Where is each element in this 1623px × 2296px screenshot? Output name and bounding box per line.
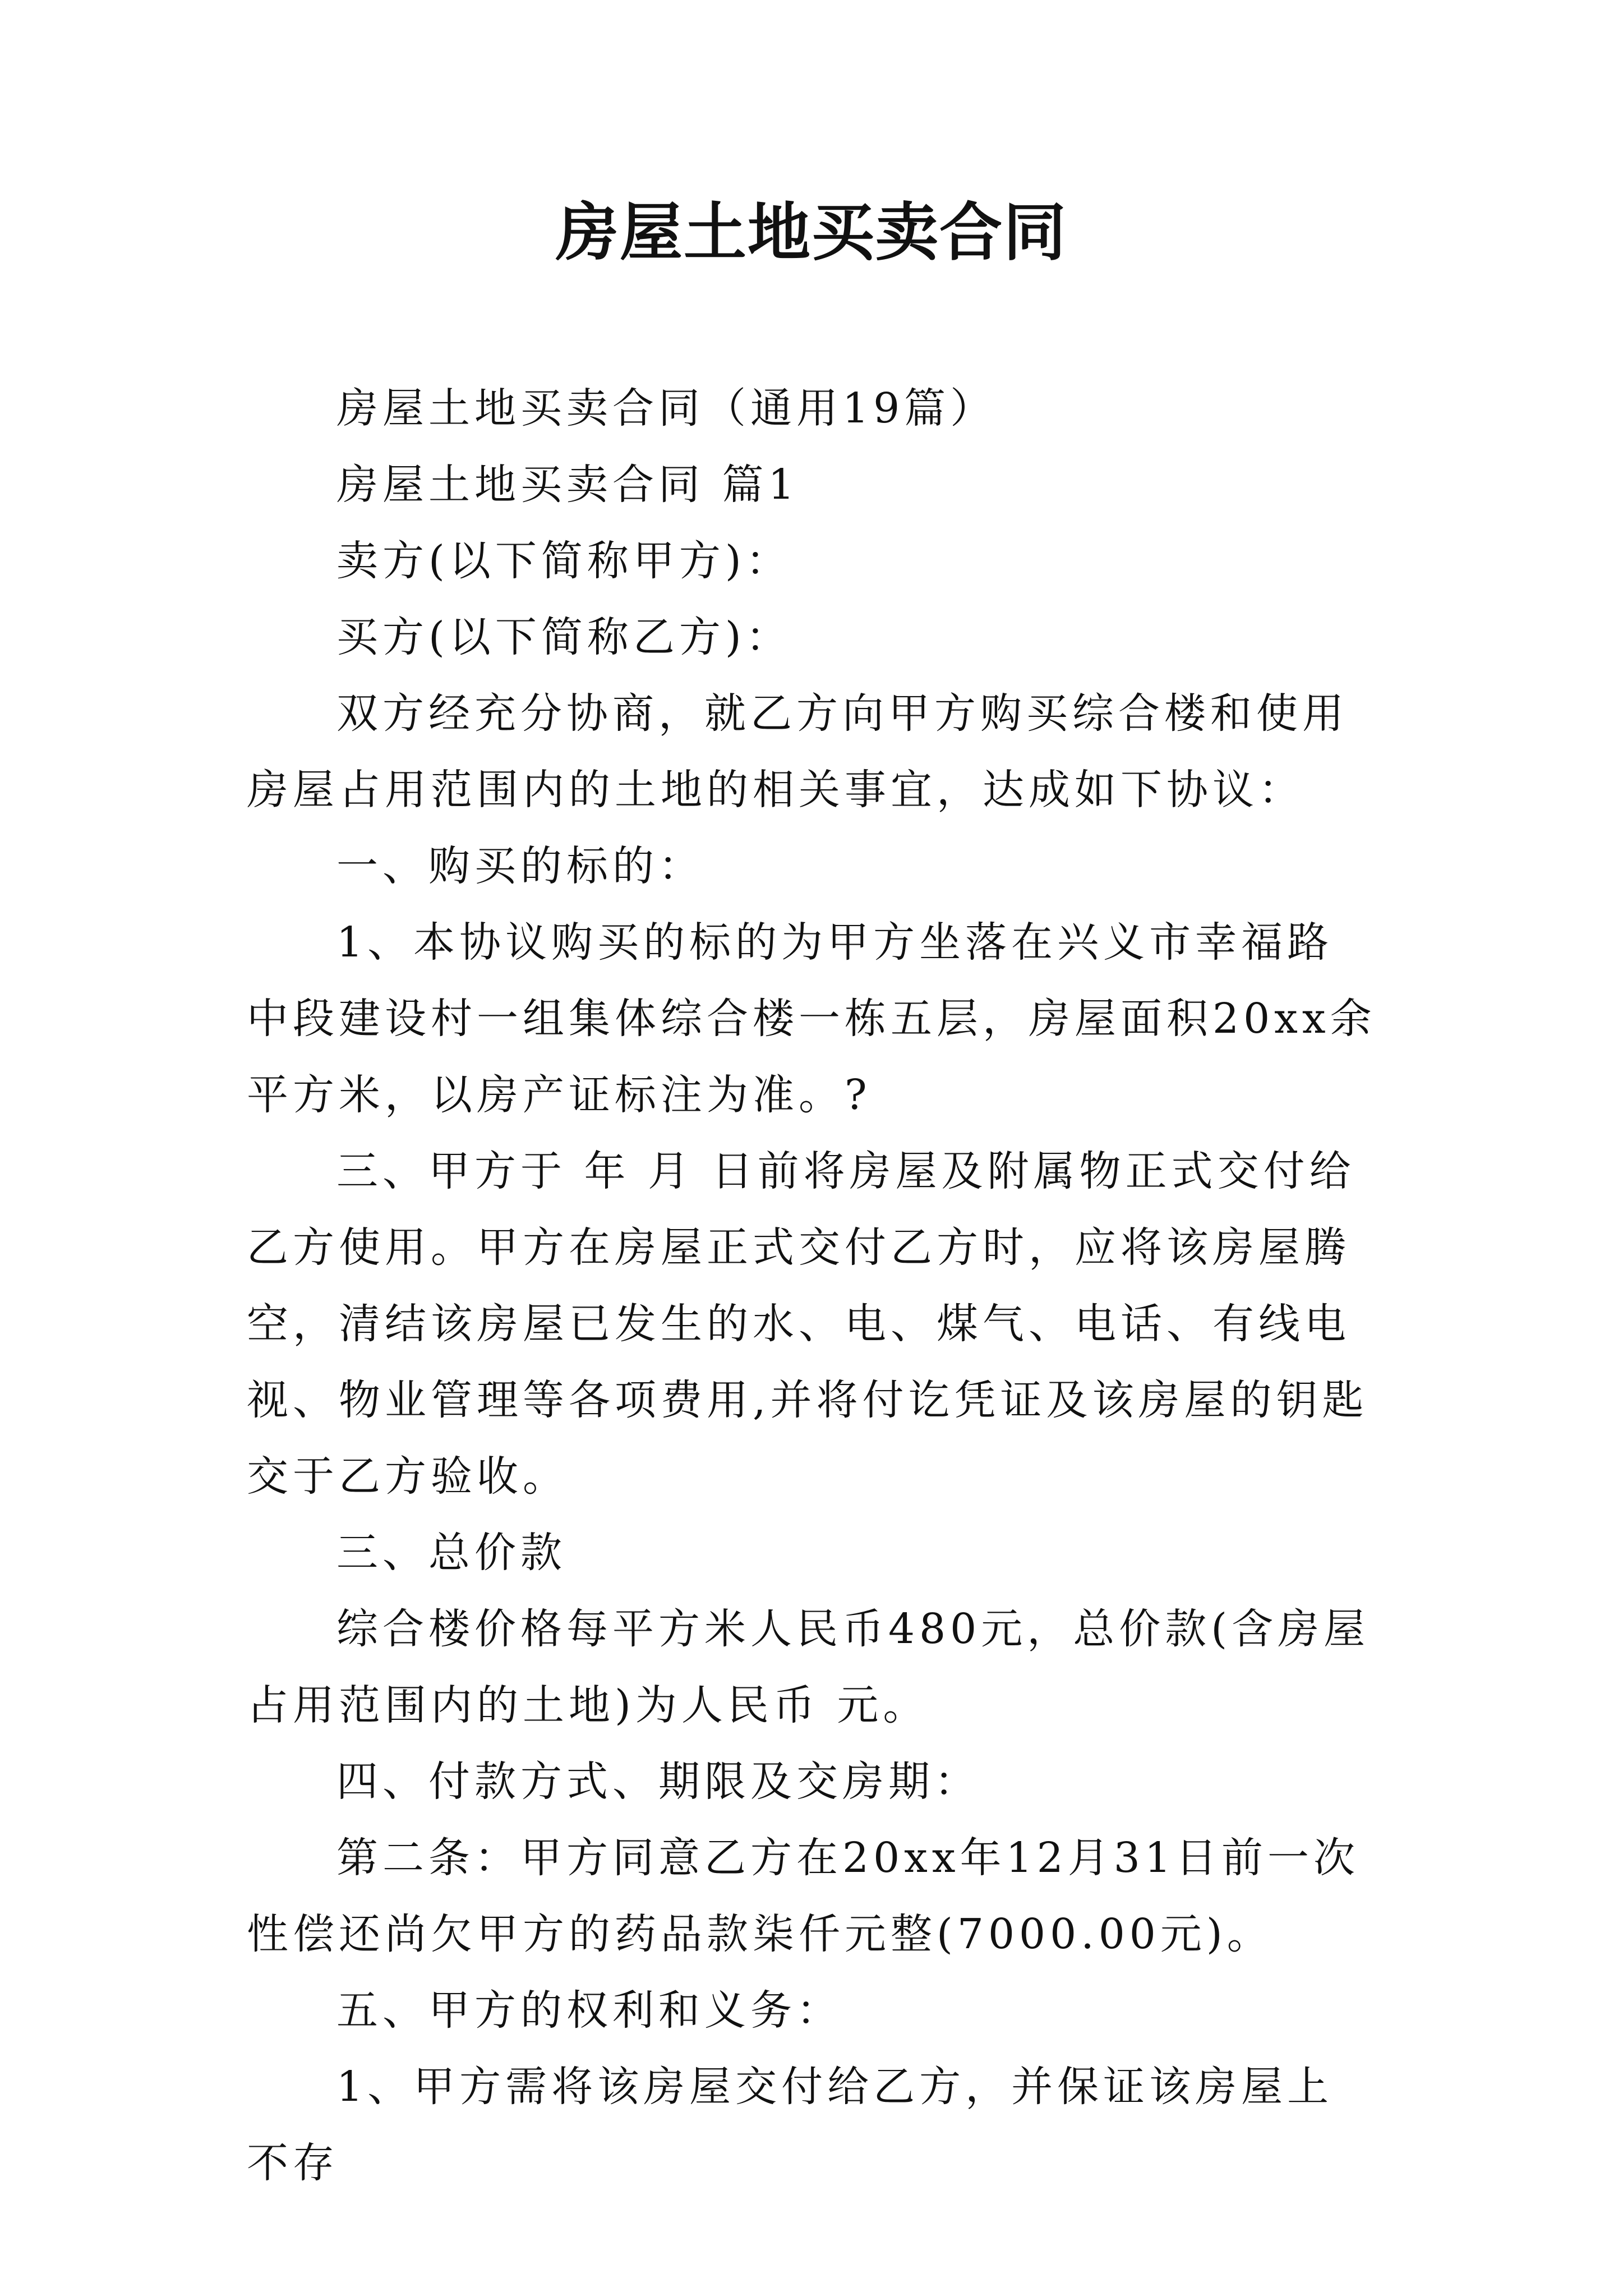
paragraph-clause-heading: 三、总价款	[336, 1529, 566, 1577]
paragraph-clause-text: 第二条：甲方同意乙方在20xx年12月31日前一次性偿还尚欠甲方的药品款柒仟元整(7000.00元)。	[247, 1834, 1359, 1958]
paragraph-clause-heading: 五、甲方的权利和义务：	[336, 1986, 842, 2035]
paragraph-clause-heading: 一、购买的标的：	[336, 842, 704, 890]
paragraph-clause-text: 综合楼价格每平方米人民币480元，总价款(含房屋占用范围内的土地)为人民币 元。	[247, 1605, 1370, 1729]
document-title: 房屋土地买卖合同	[556, 196, 1067, 269]
paragraph-clause-text: 三、甲方于 年 月 日前将房屋及附属物正式交付给乙方使用。甲方在房屋正式交付乙方时，应将该房屋腾空，清结该房屋已发生的水、电、煤气、电话、有线电视、物业管理等各项费用,并将付讫凭证及该房屋的钥匙交于乙方验收。	[247, 1147, 1368, 1501]
paragraph-subtitle: 房屋土地买卖合同（通用19篇）	[336, 384, 997, 432]
paragraph-section-heading: 房屋土地买卖合同 篇1	[336, 461, 799, 509]
paragraph-clause-text: 1、本协议购买的标的为甲方坐落在兴义市幸福路中段建设村一组集体综合楼一栋五层，房屋面积20xx余平方米，以房产证标注为准。?	[247, 918, 1376, 1119]
paragraph-seller: 卖方(以下简称甲方)：	[336, 537, 792, 585]
paragraph-agreement-intro: 双方经充分协商，就乙方向甲方购买综合楼和使用房屋占用范围内的土地的相关事宜，达成如下协议：	[247, 689, 1348, 814]
paragraph-buyer: 买方(以下简称乙方)：	[336, 613, 792, 661]
paragraph-clause-heading: 四、付款方式、期限及交房期：	[336, 1757, 980, 1806]
document-body	[247, 370, 1376, 2201]
paragraph-clause-text: 1、甲方需将该房屋交付给乙方，并保证该房屋上不存	[247, 2063, 1334, 2187]
